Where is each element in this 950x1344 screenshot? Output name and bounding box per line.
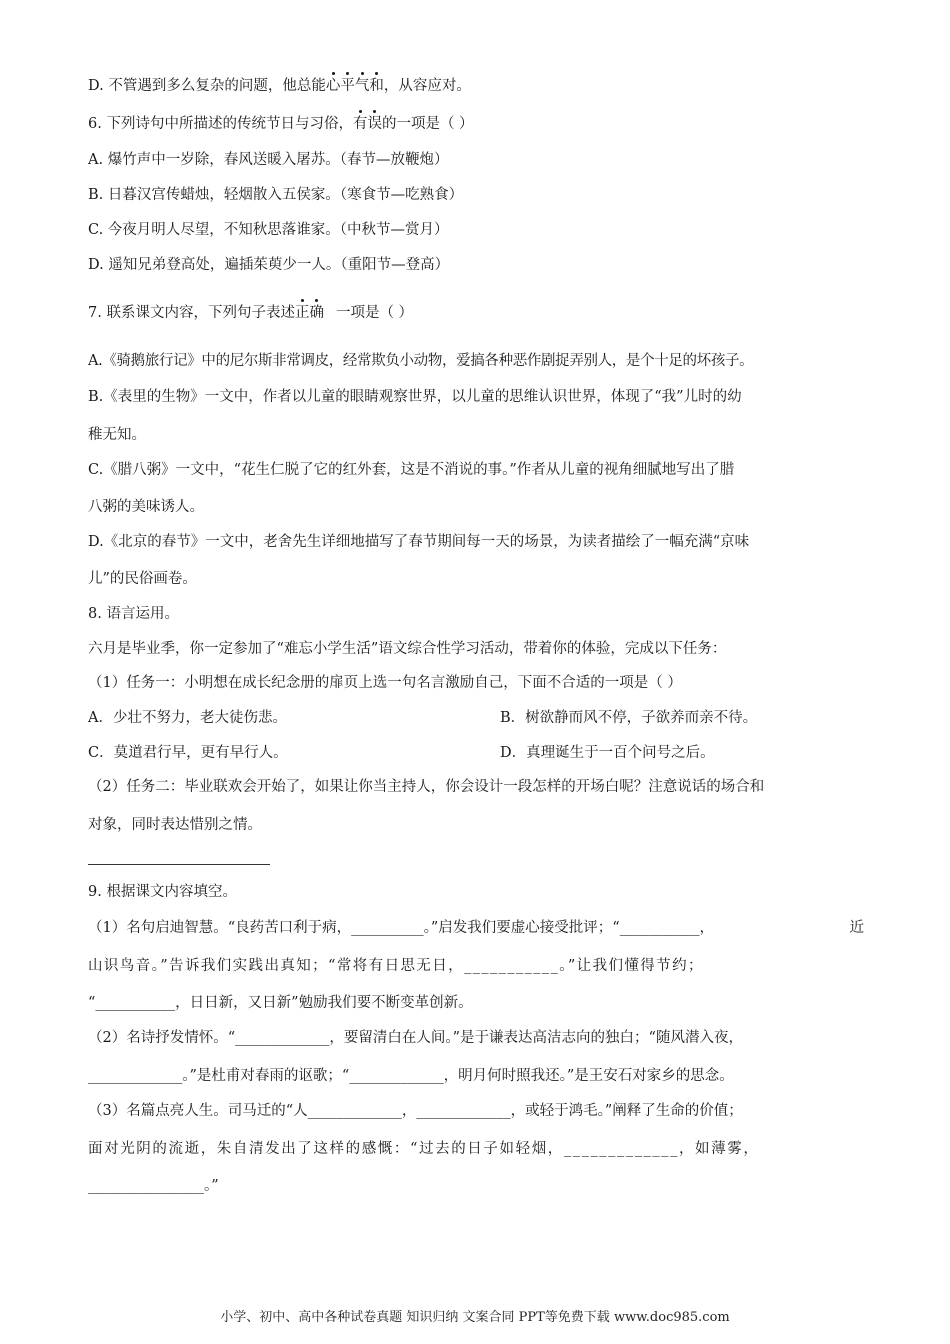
q6-stem — [88, 114, 474, 134]
q9-part1-line1-end: 近 — [849, 920, 864, 936]
q7-stem — [88, 303, 413, 323]
q6-stem-prefix: 6. 下列诗句中所描述的传统节日与习俗， — [88, 116, 353, 132]
q6-stem-suffix: 的一项是（ ） — [381, 116, 474, 132]
emphasis-char: 正 — [294, 305, 310, 321]
q8-task2-line1: （2）任务二：毕业联欢会开始了，如果让你当主持人，你会设计一段怎样的开场白呢？注意说话的场合和 — [88, 779, 765, 795]
q9-part1-line2: 山识鸟音。”告诉我们实践出真知；“常将有日思无日，___________。”让我们懂得节约； — [88, 958, 704, 974]
q9-part3-line1: （3）名篇点亮人生。司马迁的“人_____________，_____________，或轻于鸿毛。”阐释了生命的价值； — [88, 1103, 743, 1119]
q9-part1-line3: “___________，日日新，又日新”勉励我们要不断变革创新。 — [88, 995, 473, 1011]
q7-option-b-line1: B.《表里的生物》一文中，作者以儿童的眼睛观察世界，以儿童的思维认识世界，体现了“我”儿时的幼 — [88, 389, 742, 405]
q7-option-d-line2: 儿”的民俗画卷。 — [88, 571, 197, 587]
q8-title: 8. 语言运用。 — [88, 606, 179, 622]
q9-part1-line1 — [88, 918, 864, 938]
emphasis-char: 误 — [367, 116, 382, 132]
q8-option-a: A．少壮不努力，老大徒伤悲。 — [88, 710, 287, 726]
q9-part1-line1-text: （1）名句启迪智慧。“良药苦口利于病，__________。”启发我们要虚心接受批评；“___________， — [88, 920, 714, 936]
q7-option-c-line1: C.《腊八粥》一文中，“花生仁脱了它的红外套，这是不消说的事。”作者从儿童的视角细腻地写出了腊 — [88, 462, 735, 478]
q9-part2-line2: _____________。”是杜甫对春雨的讴歌；“_____________，明月何时照我还。”是王安石对家乡的思念。 — [88, 1068, 734, 1084]
q5d-prefix: D. 不管遇到多么复杂的问题，他总能 — [88, 78, 326, 94]
emphasis-char: 心 — [325, 78, 341, 94]
q9-part3-line3: ________________。” — [88, 1178, 219, 1194]
q6-option-a: A. 爆竹声中一岁除，春风送暖入屠苏。（春节—放鞭炮） — [88, 152, 449, 168]
q7-option-b-line2: 稚无知。 — [88, 427, 146, 443]
q8-task1: （1）任务一：小明想在成长纪念册的扉页上选一句名言激励自己，下面不合适的一项是（ ） — [88, 675, 682, 691]
emphasis-char: 气 — [354, 78, 370, 94]
emphasis-char: 平 — [340, 78, 355, 94]
q9-part3-line2: 面对光阴的流逝，朱自清发出了这样的感慨：“过去的日子如轻烟，_____________，如薄雾， — [88, 1141, 760, 1157]
q8-options-row1 — [88, 708, 758, 728]
q8-intro: 六月是毕业季，你一定参加了“难忘小学生活”语文综合性学习活动，带着你的体验，完成以下任务： — [88, 641, 727, 657]
q7-option-d-line1: D.《北京的春节》一文中，老舍先生详细地描写了春节期间每一天的场景，为读者描绘了一幅充满“京味 — [88, 534, 750, 550]
q8-options-row2 — [88, 743, 715, 763]
emphasis-char: 确 — [309, 305, 324, 321]
emphasis-char: 和 — [369, 78, 384, 94]
q6-option-b: B. 日暮汉宫传蜡烛，轻烟散入五侯家。（寒食节—吃熟食） — [88, 187, 464, 203]
q8-option-d: D．真理诞生于一百个问号之后。 — [500, 745, 715, 761]
answer-line — [88, 864, 270, 865]
q8-option-c: C．莫道君行早，更有早行人。 — [88, 745, 288, 761]
q6-option-c: C. 今夜月明人尽望，不知秋思落谁家。（中秋节—赏月） — [88, 222, 449, 238]
q8-option-b: B．树欲静而风不停，子欲养而亲不待。 — [500, 710, 758, 726]
q9-title: 9. 根据课文内容填空。 — [88, 884, 237, 900]
q9-part2-line1: （2）名诗抒发情怀。“_____________，要留清白在人间。”是于谦表达高洁志向的独白；“随风潜入夜， — [88, 1030, 743, 1046]
q7-option-c-line2: 八粥的美味诱人。 — [88, 499, 204, 515]
q7-option-a: A.《骑鹅旅行记》中的尼尔斯非常调皮，经常欺负小动物，爱搞各种恶作剧捉弄别人，是个十足的坏孩子。 — [88, 353, 754, 369]
q5d-suffix: ，从容应对。 — [383, 78, 471, 94]
q7-stem-suffix: 一项是（ ） — [335, 305, 414, 321]
q5-option-d — [88, 76, 471, 96]
page-footer: 小学、初中、高中各种试卷真题 知识归纳 文案合同 PPT等免费下载 www.doc985.com — [220, 1310, 730, 1325]
emphasis-char: 有 — [352, 116, 368, 132]
q6-option-d: D. 遥知兄弟登高处，遍插茱萸少一人。（重阳节—登高） — [88, 257, 450, 273]
q8-task2-line2: 对象，同时表达惜别之情。 — [88, 817, 262, 833]
q7-stem-prefix: 7. 联系课文内容，下列句子表述 — [88, 305, 295, 321]
